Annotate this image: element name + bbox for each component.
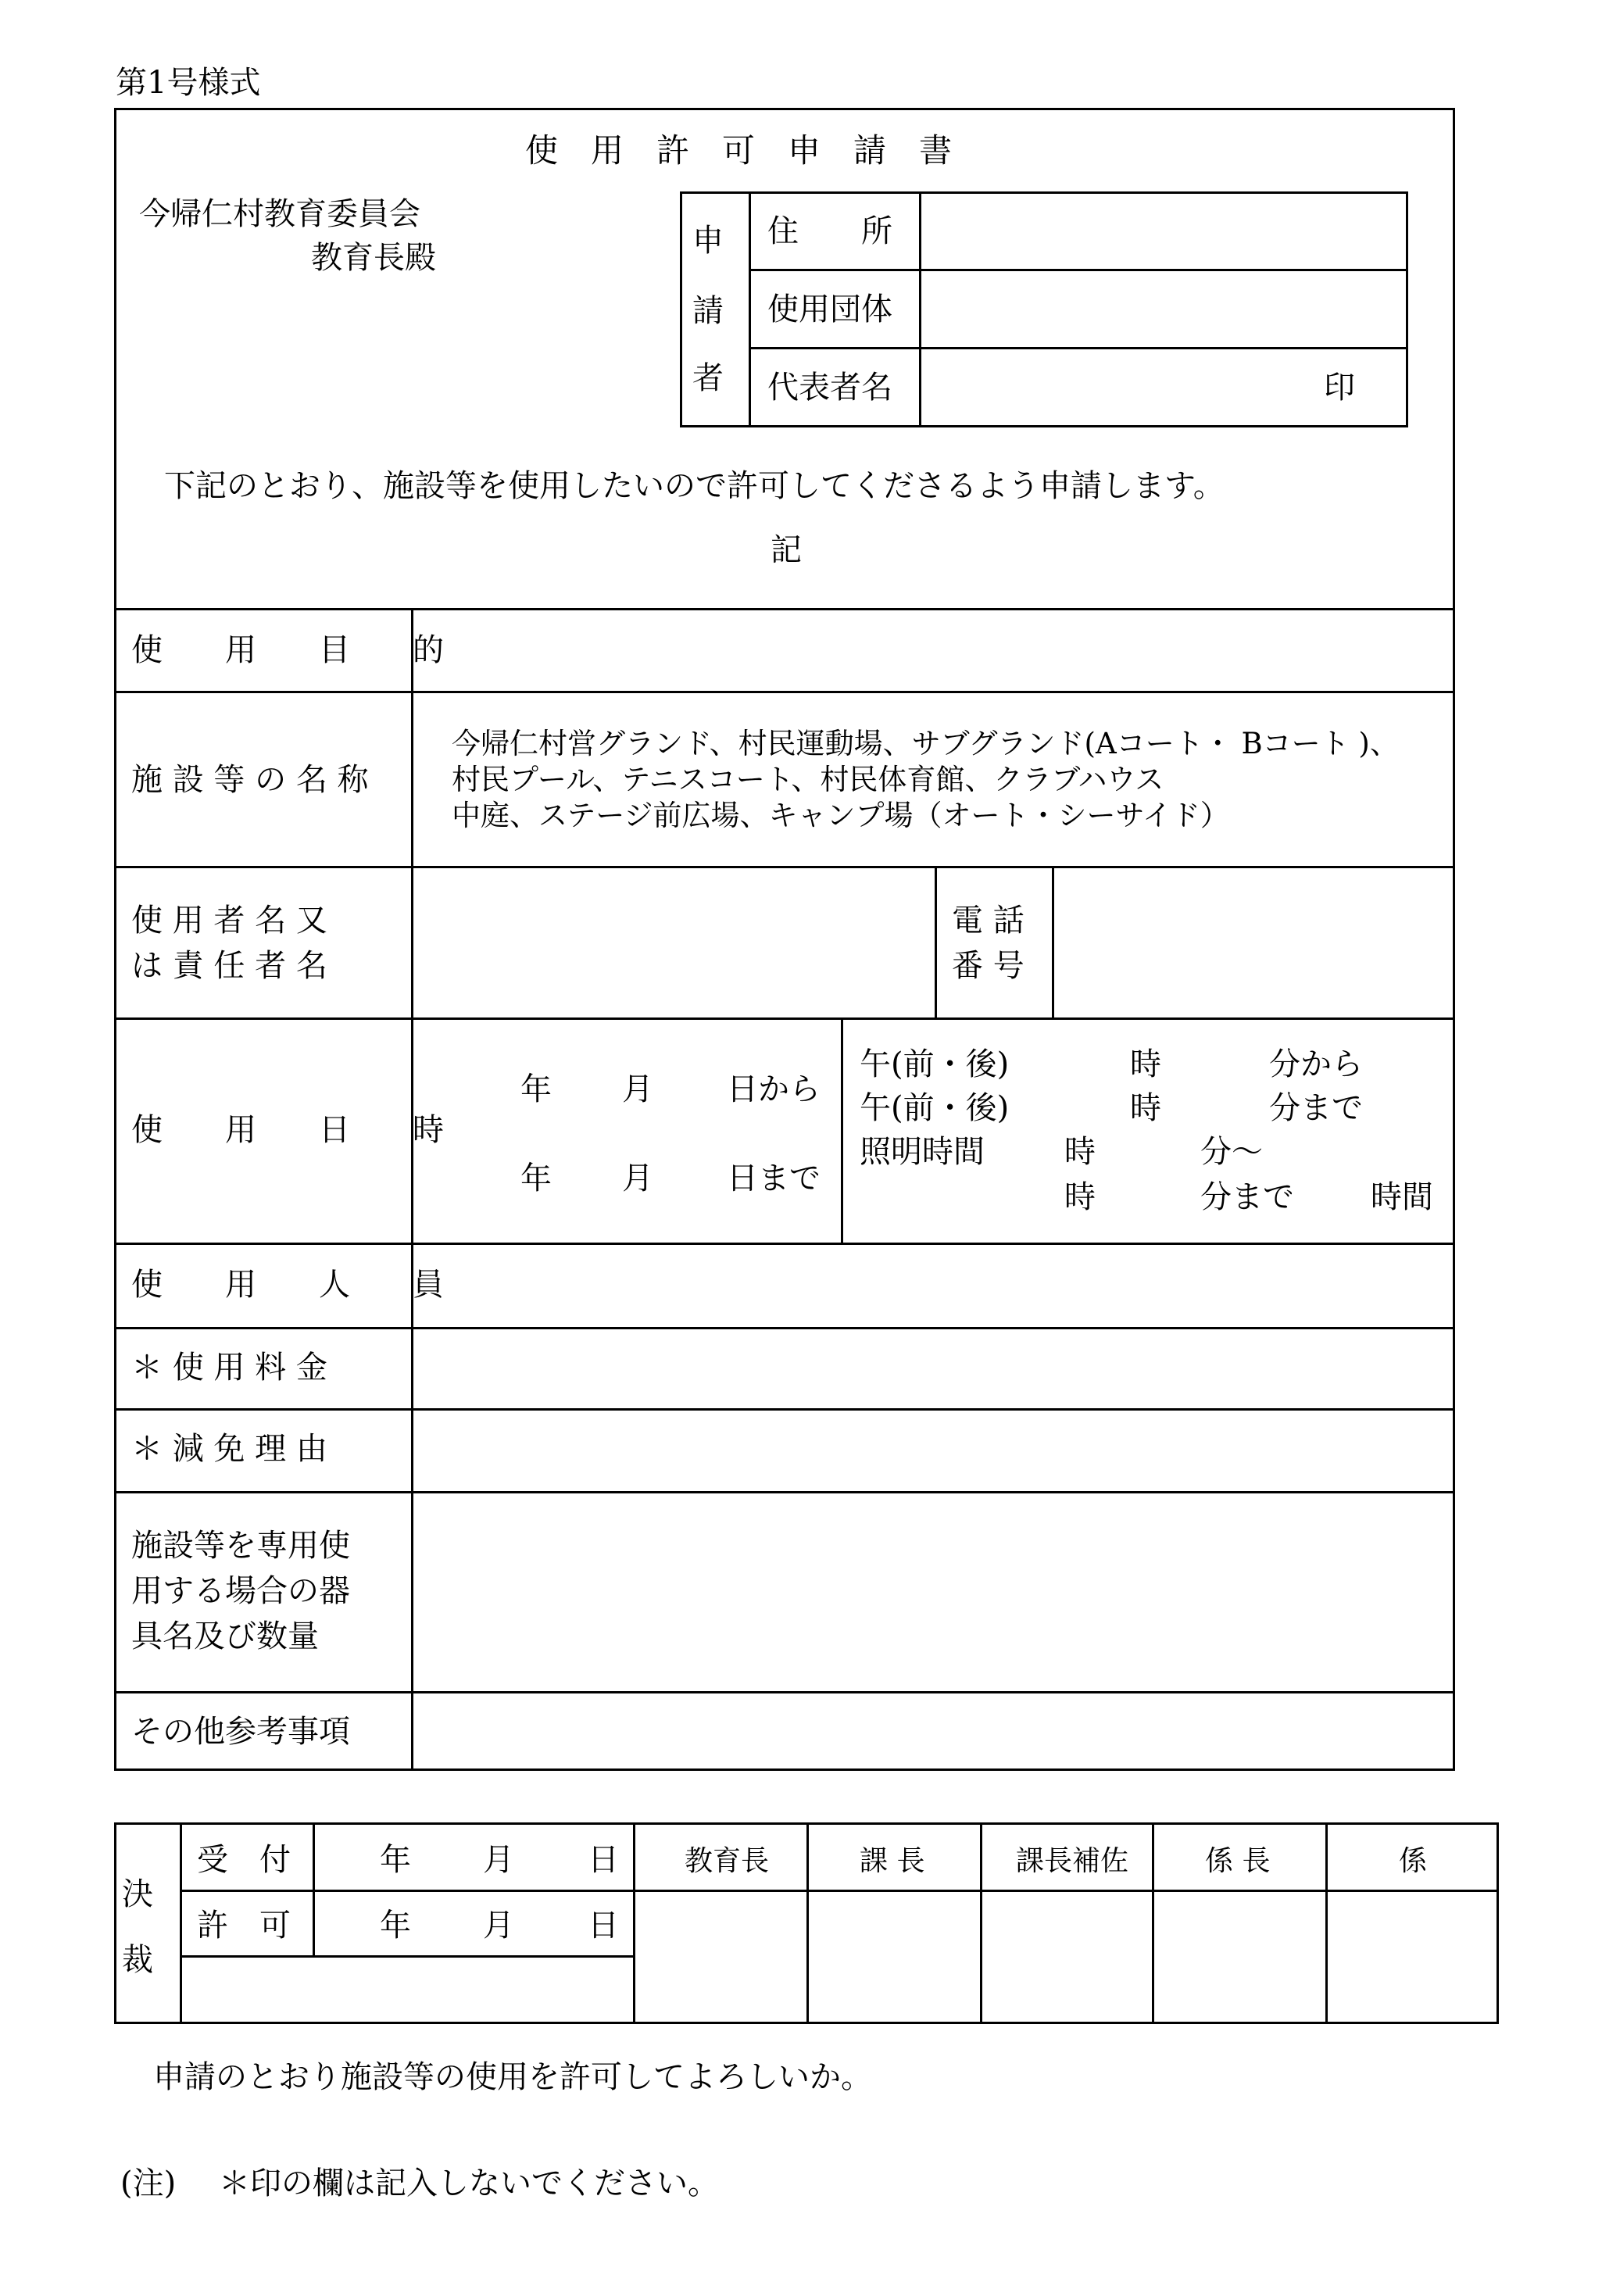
time-to-hour: 時 — [1130, 1090, 1161, 1126]
fee-field[interactable] — [416, 1332, 1452, 1407]
facility-line-2: 村民プール、テニスコート、村民体育館、クラブハウス — [452, 763, 1164, 796]
date-to-month: 月 — [622, 1161, 653, 1196]
time-to-min: 分まで — [1269, 1090, 1363, 1126]
equipment-field[interactable] — [416, 1496, 1452, 1690]
date-from-year: 年 — [520, 1071, 552, 1107]
user-name-label-1: 使 用 者 名 又 — [131, 903, 327, 939]
note-text: ＊印の欄は記入しないでください。 — [219, 2165, 719, 2201]
seal-staff[interactable] — [1330, 1894, 1496, 2021]
lighting-to-min: 分まで — [1200, 1179, 1294, 1215]
phone-label-2: 番 号 — [952, 948, 1024, 984]
people-field[interactable] — [416, 1247, 1452, 1325]
permitted-day: 日 — [588, 1908, 619, 1944]
form-number: 第1号様式 — [116, 65, 261, 101]
other-label: その他参考事項 — [131, 1714, 350, 1750]
col-unit-chief: 係 長 — [1205, 1845, 1271, 1877]
seal-mark: 印 — [1324, 370, 1355, 406]
purpose-label: 使 用 目 的 — [131, 632, 444, 668]
datetime-label: 使 用 日 時 — [131, 1112, 444, 1148]
date-to-year: 年 — [520, 1161, 552, 1196]
col-deputy-chief: 課長補佐 — [1016, 1845, 1129, 1877]
approval-question: 申請のとおり施設等の使用を許可してよろしいか。 — [153, 2059, 872, 2095]
form-title: 使 用 許 可 申 請 書 — [525, 131, 953, 170]
user-name-field[interactable] — [416, 871, 932, 1016]
other-field[interactable] — [416, 1696, 1452, 1768]
lighting-label: 照明時間 — [860, 1134, 985, 1170]
date-to-day: 日まで — [727, 1161, 821, 1196]
phone-label-1: 電 話 — [952, 903, 1024, 939]
time-from-min: 分から — [1269, 1046, 1363, 1082]
lighting-from-hour: 時 — [1064, 1134, 1096, 1170]
permitted-label: 許 可 — [197, 1908, 291, 1944]
applicant-label-1: 申 — [692, 223, 724, 259]
address-field[interactable] — [924, 195, 1405, 267]
phone-field[interactable] — [1057, 871, 1452, 1016]
received-day: 日 — [588, 1842, 619, 1878]
user-name-label-2: は 責 任 者 名 — [131, 948, 327, 984]
facility-label: 施 設 等 の 名 称 — [131, 762, 369, 798]
request-text: 下記のとおり、施設等を使用したいので許可してくださるよう申請します。 — [164, 468, 1225, 504]
permitted-month: 月 — [483, 1908, 514, 1944]
date-from-month: 月 — [622, 1071, 653, 1107]
time-to-ampm: 午(前・後) — [860, 1090, 1010, 1126]
note-label: (注) — [120, 2165, 177, 2201]
equipment-label-2: 用する場合の器 — [131, 1573, 350, 1609]
address-label: 住 所 — [767, 213, 892, 249]
lighting-hours: 時間 — [1371, 1179, 1433, 1215]
ki-label: 記 — [771, 532, 802, 568]
permitted-year: 年 — [380, 1908, 411, 1944]
date-from-day: 日から — [727, 1071, 821, 1107]
equipment-label-1: 施設等を専用使 — [131, 1528, 350, 1564]
approval-side-1: 決 — [122, 1876, 153, 1912]
group-label: 使用団体 — [767, 291, 892, 327]
lighting-to-hour: 時 — [1064, 1179, 1096, 1215]
addressee-org: 今帰仁村教育委員会 — [139, 196, 420, 232]
representative-label: 代表者名 — [767, 370, 892, 406]
received-label: 受 付 — [197, 1842, 291, 1878]
reduction-field[interactable] — [416, 1413, 1452, 1490]
lighting-from-min: 分～ — [1200, 1134, 1263, 1170]
col-superintendent: 教育長 — [685, 1845, 770, 1877]
addressee-title: 教育長殿 — [311, 240, 436, 276]
purpose-field[interactable] — [416, 613, 1452, 689]
applicant-label-3: 者 — [692, 360, 724, 396]
facility-line-1: 今帰仁村営グランド、村民運動場、サブグランド(Aコート・ Bコート )、 — [452, 727, 1399, 760]
equipment-label-3: 具名及び数量 — [131, 1618, 319, 1654]
fee-label: ＊ 使 用 料 金 — [131, 1350, 327, 1386]
time-from-ampm: 午(前・後) — [860, 1046, 1010, 1082]
seal-unit-chief[interactable] — [1157, 1894, 1322, 2021]
received-month: 月 — [483, 1842, 514, 1878]
approval-side-2: 裁 — [122, 1942, 153, 1978]
seal-superintendent[interactable] — [638, 1894, 803, 2021]
seal-deputy-chief[interactable] — [985, 1894, 1149, 2021]
facility-line-3: 中庭、ステージ前広場、キャンプ場（オート・シーサイド） — [452, 799, 1229, 832]
received-year: 年 — [380, 1842, 411, 1878]
seal-section-chief[interactable] — [811, 1894, 977, 2021]
group-field[interactable] — [924, 274, 1405, 345]
col-staff: 係 — [1399, 1845, 1428, 1877]
people-label: 使 用 人 員 — [131, 1267, 444, 1303]
reduction-label: ＊ 減 免 理 由 — [131, 1431, 327, 1467]
time-from-hour: 時 — [1130, 1046, 1161, 1082]
applicant-label-2: 請 — [692, 293, 724, 329]
col-section-chief: 課 長 — [860, 1845, 925, 1877]
